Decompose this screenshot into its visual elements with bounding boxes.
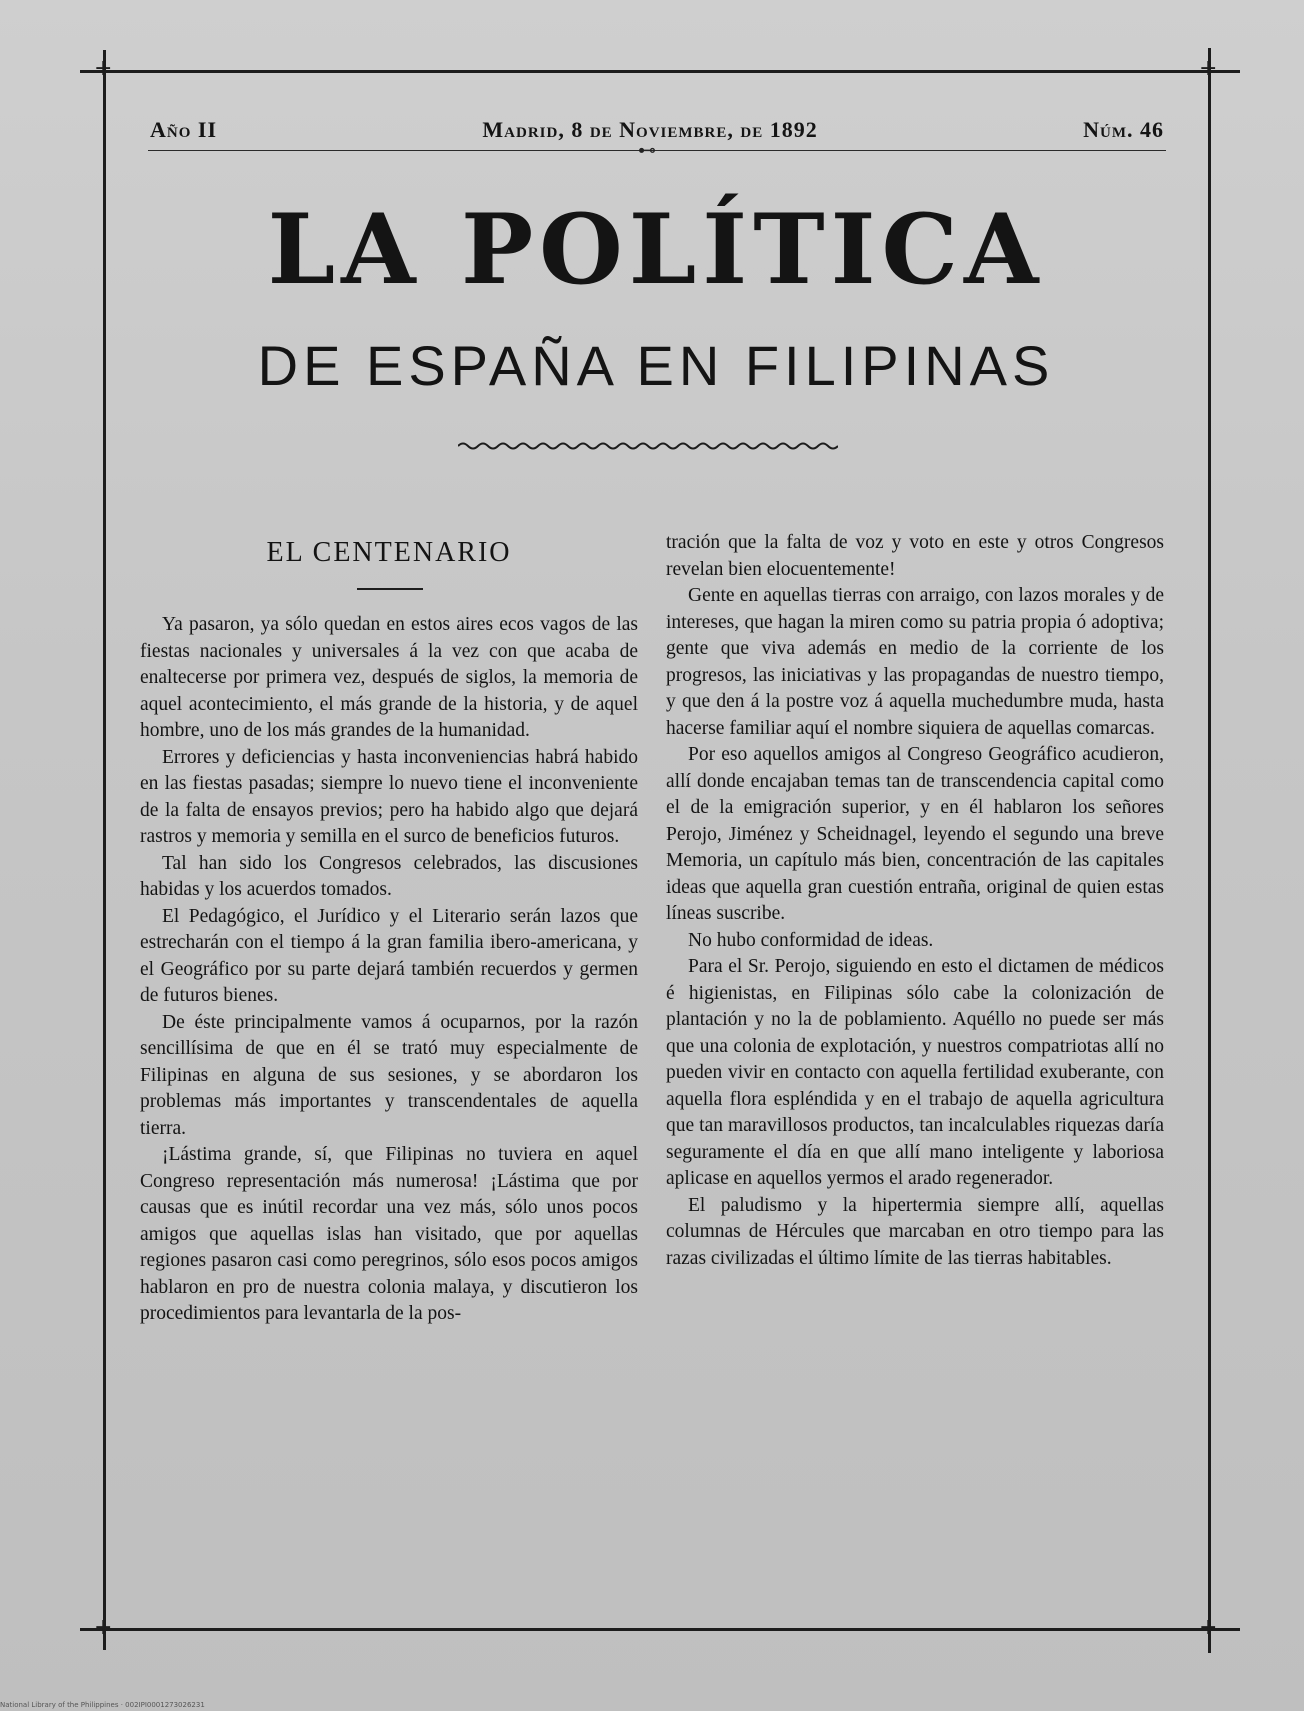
issue-dateline: Madrid, 8 de Noviembre, de 1892 — [482, 117, 818, 142]
paragraph: Gente en aquellas tierras con arraigo, con lazos morales y de intereses, que hagan la miren como su patria propia ó adoptiva; gente que viva además en medio de la corriente de los progresos, las iniciativas y las propagandas de nuestro tiempo, y que den á la postre voz á aquella muchedumbre muda, hasta hacerse familiar aquí el nombre siquiera de aquellas comarcas. — [666, 585, 1164, 739]
scan-credit: National Library of the Philippines · 002IPI0001273026231 — [0, 1701, 205, 1709]
masthead-subtitle: DE ESPAÑA EN FILIPINAS — [257, 334, 1055, 397]
paragraph: Ya pasaron, ya sólo quedan en estos aires ecos vagos de las fiestas nacionales y universales á la vez con que acaba de enaltecerse por primera vez, después de siglos, la memoria de aquel acontecimiento, el más grande de la historia, y de aquel hombre, uno de los más grandes de la humanidad. — [140, 614, 638, 741]
frame-right-rule — [1208, 48, 1211, 1653]
paragraph: Errores y deficiencias y hasta inconveniencias habrá habido en las fiestas pasadas; siempre lo nuevo tiene el inconveniente de la falta de ensayos previos; pero ha habido algo que dejará rastros y memoria y semilla en el surco de beneficios futuros. — [140, 746, 638, 847]
ornament-icon: ⊷ — [638, 140, 656, 161]
corner-cross-icon: + — [94, 1615, 113, 1640]
title-rule — [357, 588, 423, 590]
paragraph: De éste principalmente vamos á ocuparnos, por la razón sencillísima de que en él se trató muy especialmente de Filipinas en alguna de sus sesiones, y se abordaron los problemas más importantes y transcendentales de aquella tierra. — [140, 1011, 638, 1139]
left-column — [140, 612, 638, 1328]
paragraph: No hubo conformidad de ideas. — [688, 929, 934, 951]
corner-cross-icon: + — [1199, 56, 1218, 81]
paragraph: Por eso aquellos amigos al Congreso Geográfico acudieron, allí donde encajaban temas tan de transcendencia capital como el de la emigración superior, y en él hablaron los señores Perojo, Jiménez y Scheidnagel, leyendo el segundo una breve Memoria, un capítulo más bien, concentración de las capitales ideas que aquella gran cuestión entraña, original de quien estas líneas suscribe. — [666, 744, 1164, 924]
paragraph: El Pedagógico, el Jurídico y el Literario serán lazos que estrecharán con el tiempo á la gran familia ibero-americana, y el Geográfico por su parte dejará también recuerdos y germen de futuros bienes. — [140, 905, 638, 1006]
masthead-title: LA POLÍTICA — [267, 193, 1045, 306]
paragraph: ¡Lástima grande, sí, que Filipinas no tuviera en aquel Congreso representación más numerosa! ¡Lástima que por causas que es inútil recordar una vez más, sólo unos pocos amigos que aquellas islas han visitado, que por aquellas regiones pasaron casi como peregrinos, sólo esos pocos amigos hablaron en pro de nuestra colonia malaya, y discutieron los procedimientos para levantarla de la pos- — [140, 1144, 638, 1324]
corner-cross-icon: + — [94, 56, 113, 81]
paragraph-continuation: tración que la falta de voz y voto en este y otros Congresos revelan bien elocuentemente! — [666, 532, 1164, 580]
paragraph: Para el Sr. Perojo, siguiendo en esto el dictamen de médicos é higienistas, en Filipinas sólo cabe la colonización de plantación y no la de poblamiento. Aquéllo no puede ser más que una colonia de explotación, y nuestros compatriotas allí no pueden vivir en contacto con aquella fertilidad exuberante, con aquella flora espléndida y en el trabajo de aquella agricultura que tan maravillosos productos, tan incalculables riquezas daría seguramente el día en que allí mano inteligente y laboriosa aplicase en aquellos yermos el arado regenerador. — [666, 956, 1164, 1189]
wavy-divider-icon — [458, 440, 838, 452]
corner-cross-icon: + — [1199, 1615, 1218, 1640]
paragraph: El paludismo y la hipertermia siempre allí, aquellas columnas de Hércules que marcaban en otro tiempo para las razas civilizadas el último límite de las tierras habitables. — [666, 1194, 1164, 1269]
issue-number: Núm. 46 — [1083, 117, 1164, 142]
paragraph: Tal han sido los Congresos celebrados, las discusiones habidas y los acuerdos tomados. — [140, 852, 638, 900]
right-column — [666, 530, 1164, 1272]
frame-bottom-rule — [80, 1628, 1240, 1631]
frame-top-rule — [80, 70, 1240, 73]
article-title: EL CENTENARIO — [266, 537, 512, 568]
issue-year: Año II — [150, 117, 218, 142]
